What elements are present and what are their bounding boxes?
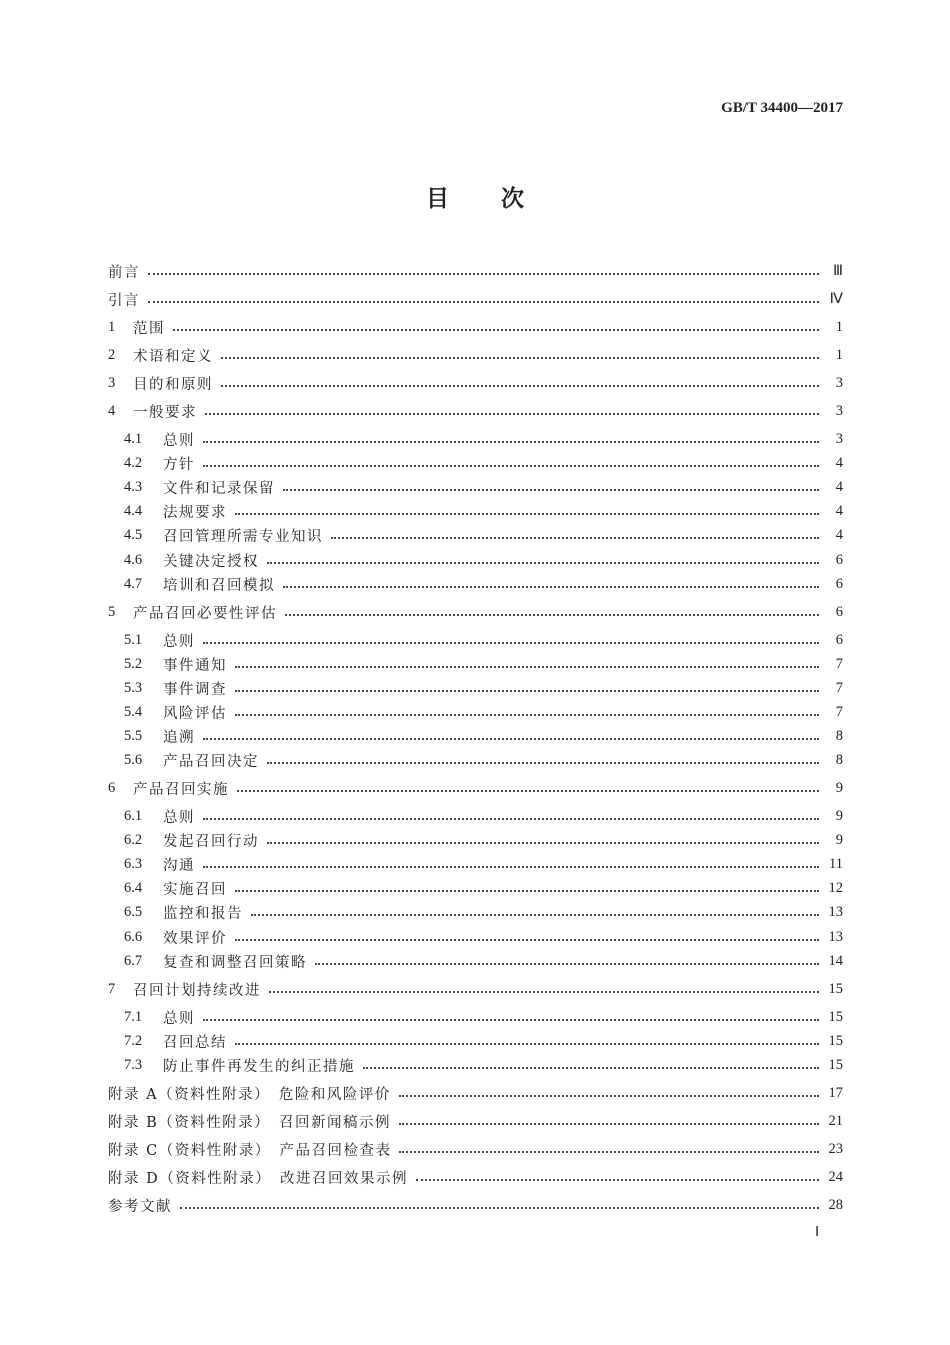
toc-entry-title: 附录 B（资料性附录） 召回新闻稿示例 xyxy=(108,1114,392,1131)
dot-leader xyxy=(235,927,819,947)
toc-entry-title: 总则 xyxy=(163,432,195,449)
toc-entry-title: 防止事件再发生的纠正措施 xyxy=(163,1058,355,1075)
toc-entry-page: 4 xyxy=(835,454,843,471)
toc-entry-page: 15 xyxy=(828,980,843,997)
page-title xyxy=(0,180,950,213)
dot-leader xyxy=(221,373,819,393)
toc-entry-page: 24 xyxy=(828,1168,843,1185)
dot-leader xyxy=(251,902,819,922)
toc-entry-page: 4 xyxy=(835,478,843,495)
toc-entry-page: 8 xyxy=(835,727,843,744)
toc-entry-title: 法规要求 xyxy=(163,504,227,521)
toc-entry-title: 附录 D（资料性附录） 改进召回效果示例 xyxy=(108,1170,408,1187)
dot-leader xyxy=(285,602,819,622)
standard-number: GB/T 34400—2017 xyxy=(721,100,843,116)
toc-entry-number: 6.3 xyxy=(124,855,143,872)
toc-entry-page: 28 xyxy=(828,1196,843,1213)
toc-entry-page: 7 xyxy=(835,655,843,672)
toc-entry[interactable] xyxy=(108,1083,843,1103)
dot-leader xyxy=(148,289,819,309)
toc-entry-page: 23 xyxy=(828,1140,843,1157)
toc-entry-title: 风险评估 xyxy=(163,705,227,722)
toc-entry-page: 13 xyxy=(828,903,843,920)
toc-entry-number: 6 xyxy=(108,779,116,796)
toc-entry[interactable] xyxy=(124,1007,843,1027)
toc-entry-title: 事件调查 xyxy=(163,681,227,698)
toc-entry-title: 目的和原则 xyxy=(133,376,213,393)
toc-entry-number: 4.6 xyxy=(124,551,143,568)
toc-entry[interactable] xyxy=(108,1195,843,1215)
toc-entry[interactable] xyxy=(108,345,843,365)
title-char: 次 xyxy=(501,185,524,212)
toc-entry[interactable] xyxy=(108,1139,843,1159)
dot-leader xyxy=(363,1055,819,1075)
toc-entry-page: 6 xyxy=(835,575,843,592)
toc-entry[interactable] xyxy=(124,750,843,770)
dot-leader xyxy=(205,401,819,421)
toc-entry-number: 4.1 xyxy=(124,430,143,447)
toc-entry-number: 4.4 xyxy=(124,502,143,519)
toc-entry-title: 培训和召回模拟 xyxy=(163,577,275,594)
toc-entry-page: 15 xyxy=(828,1056,843,1073)
toc-entry-title: 引言 xyxy=(108,292,140,309)
toc-entry-page: 3 xyxy=(835,402,843,419)
toc-entry-page: Ⅳ xyxy=(829,290,843,307)
toc-entry[interactable] xyxy=(124,525,843,545)
toc-entry-title: 沟通 xyxy=(163,857,195,874)
title-char: 目 xyxy=(426,185,449,212)
toc-entry-title: 总则 xyxy=(163,633,195,650)
toc-entry-page: 7 xyxy=(835,703,843,720)
toc-entry[interactable] xyxy=(108,373,843,393)
toc-entry[interactable] xyxy=(108,289,843,309)
toc-entry-number: 4 xyxy=(108,402,116,419)
toc-entry[interactable] xyxy=(108,979,843,999)
toc-entry-page: 12 xyxy=(828,879,843,896)
toc-entry-title: 召回总结 xyxy=(163,1034,227,1051)
toc-entry-number: 3 xyxy=(108,374,116,391)
toc-entry-title: 实施召回 xyxy=(163,881,227,898)
toc-entry-page: 21 xyxy=(828,1112,843,1129)
toc-entry-title: 产品召回必要性评估 xyxy=(133,605,277,622)
toc-entry[interactable] xyxy=(124,927,843,947)
toc-entry-title: 术语和定义 xyxy=(133,348,213,365)
toc-entry[interactable] xyxy=(108,1167,843,1187)
toc-entry[interactable] xyxy=(124,1031,843,1051)
toc-entry[interactable] xyxy=(108,1111,843,1131)
toc-entry-number: 7.2 xyxy=(124,1032,143,1049)
toc-entry-page: 17 xyxy=(828,1084,843,1101)
toc-entry-number: 5.6 xyxy=(124,751,143,768)
toc-entry-title: 监控和报告 xyxy=(163,905,243,922)
dot-leader xyxy=(221,345,819,365)
toc-entry-page: 6 xyxy=(835,551,843,568)
dot-leader xyxy=(283,574,819,594)
toc-entry-number: 2 xyxy=(108,346,116,363)
dot-leader xyxy=(399,1083,819,1103)
dot-leader xyxy=(269,979,819,999)
toc-entry[interactable] xyxy=(124,702,843,722)
toc-entry-page: 9 xyxy=(835,831,843,848)
toc-entry-number: 5.5 xyxy=(124,727,143,744)
toc-entry-page: 1 xyxy=(835,318,843,335)
toc-entry-number: 5.1 xyxy=(124,631,143,648)
toc-entry[interactable] xyxy=(124,830,843,850)
dot-leader xyxy=(148,261,819,281)
toc-entry[interactable] xyxy=(108,778,843,798)
toc-entry[interactable] xyxy=(124,453,843,473)
toc-entry-number: 4.5 xyxy=(124,526,143,543)
toc-entry-number: 5.4 xyxy=(124,703,143,720)
dot-leader xyxy=(173,317,819,337)
dot-leader xyxy=(203,1007,819,1027)
toc-entry-number: 6.6 xyxy=(124,928,143,945)
dot-leader xyxy=(267,550,819,570)
toc-entry[interactable] xyxy=(124,854,843,874)
toc-entry-page: 8 xyxy=(835,751,843,768)
toc-entry-number: 4.7 xyxy=(124,575,143,592)
dot-leader xyxy=(203,429,819,449)
dot-leader xyxy=(203,726,819,746)
toc-entry-page: 4 xyxy=(835,526,843,543)
dot-leader xyxy=(203,854,819,874)
toc-entry[interactable] xyxy=(124,429,843,449)
dot-leader xyxy=(203,630,819,650)
toc-entry-title: 范围 xyxy=(133,320,165,337)
toc-entry[interactable] xyxy=(124,550,843,570)
toc-entry-number: 5.2 xyxy=(124,655,143,672)
toc-entry-page: 6 xyxy=(835,631,843,648)
dot-leader xyxy=(180,1195,819,1215)
dot-leader xyxy=(235,654,819,674)
toc-entry-title: 效果评价 xyxy=(163,930,227,947)
toc-entry-number: 6.1 xyxy=(124,807,143,824)
toc-entry[interactable] xyxy=(124,806,843,826)
toc-entry[interactable] xyxy=(108,401,843,421)
toc-entry-page: 4 xyxy=(835,502,843,519)
toc-entry-number: 5.3 xyxy=(124,679,143,696)
toc-entry-title: 产品召回实施 xyxy=(133,781,229,798)
dot-leader xyxy=(399,1139,819,1159)
toc-entry-title: 一般要求 xyxy=(133,404,197,421)
toc-entry[interactable] xyxy=(124,574,843,594)
dot-leader xyxy=(416,1167,819,1187)
toc-entry-number: 7.1 xyxy=(124,1008,143,1025)
toc-entry-number: 6.4 xyxy=(124,879,143,896)
toc-entry[interactable] xyxy=(108,261,843,281)
toc-entry[interactable] xyxy=(124,501,843,521)
toc-entry[interactable] xyxy=(124,726,843,746)
toc-entry[interactable] xyxy=(124,654,843,674)
toc-entry-number: 6.2 xyxy=(124,831,143,848)
toc-entry-number: 4.2 xyxy=(124,454,143,471)
toc-entry-title: 前言 xyxy=(108,264,140,281)
dot-leader xyxy=(331,525,819,545)
toc-entry-title: 发起召回行动 xyxy=(163,833,259,850)
toc-entry[interactable] xyxy=(124,1055,843,1075)
toc-entry-number: 7 xyxy=(108,980,116,997)
dot-leader xyxy=(235,702,819,722)
dot-leader xyxy=(235,1031,819,1051)
dot-leader xyxy=(203,806,819,826)
dot-leader xyxy=(399,1111,819,1131)
toc-entry[interactable] xyxy=(108,317,843,337)
toc-entry-page: Ⅲ xyxy=(833,262,843,279)
toc-entry-title: 参考文献 xyxy=(108,1198,172,1215)
dot-leader xyxy=(235,878,819,898)
toc-entry[interactable] xyxy=(124,477,843,497)
toc-entry-title: 召回管理所需专业知识 xyxy=(163,528,323,545)
toc-entry-page: 14 xyxy=(828,952,843,969)
toc-entry[interactable] xyxy=(124,902,843,922)
toc-entry-page: 3 xyxy=(835,430,843,447)
toc-entry-number: 7.3 xyxy=(124,1056,143,1073)
dot-leader xyxy=(235,678,819,698)
dot-leader xyxy=(267,750,819,770)
toc-entry-number: 5 xyxy=(108,603,116,620)
toc-entry-title: 附录 A（资料性附录） 危险和风险评价 xyxy=(108,1086,391,1103)
toc-entry-page: 15 xyxy=(828,1032,843,1049)
toc-entry[interactable] xyxy=(124,630,843,650)
dot-leader xyxy=(315,951,819,971)
toc-entry-page: 7 xyxy=(835,679,843,696)
toc-entry-title: 文件和记录保留 xyxy=(163,480,275,497)
toc-entry-title: 复查和调整召回策略 xyxy=(163,954,307,971)
dot-leader xyxy=(283,477,819,497)
toc-entry-title: 事件通知 xyxy=(163,657,227,674)
toc-entry-page: 9 xyxy=(835,807,843,824)
toc-entry-page: 11 xyxy=(829,855,843,872)
toc-entry-title: 召回计划持续改进 xyxy=(133,982,261,999)
toc-entry-title: 产品召回决定 xyxy=(163,753,259,770)
toc-entry-number: 1 xyxy=(108,318,116,335)
toc-entry[interactable] xyxy=(124,951,843,971)
toc-entry-title: 总则 xyxy=(163,809,195,826)
dot-leader xyxy=(267,830,819,850)
dot-leader xyxy=(203,453,819,473)
toc-entry-title: 方针 xyxy=(163,456,195,473)
toc-entry[interactable] xyxy=(108,602,843,622)
toc-entry-page: 3 xyxy=(835,374,843,391)
toc-entry-title: 追溯 xyxy=(163,729,195,746)
toc-entry-page: 6 xyxy=(835,603,843,620)
toc-entry-number: 6.5 xyxy=(124,903,143,920)
toc-entry-page: 13 xyxy=(828,928,843,945)
toc-entry-page: 9 xyxy=(835,779,843,796)
page-number: Ⅰ xyxy=(815,1225,820,1240)
toc-entry-number: 4.3 xyxy=(124,478,143,495)
toc-entry-page: 15 xyxy=(828,1008,843,1025)
toc-entry-title: 总则 xyxy=(163,1010,195,1027)
toc-entry[interactable] xyxy=(124,878,843,898)
toc-entry-page: 1 xyxy=(835,346,843,363)
toc-entry-title: 关键决定授权 xyxy=(163,553,259,570)
toc-entry-title: 附录 C（资料性附录） 产品召回检查表 xyxy=(108,1142,392,1159)
toc-entry-number: 6.7 xyxy=(124,952,143,969)
toc-entry[interactable] xyxy=(124,678,843,698)
dot-leader xyxy=(237,778,819,798)
dot-leader xyxy=(235,501,819,521)
